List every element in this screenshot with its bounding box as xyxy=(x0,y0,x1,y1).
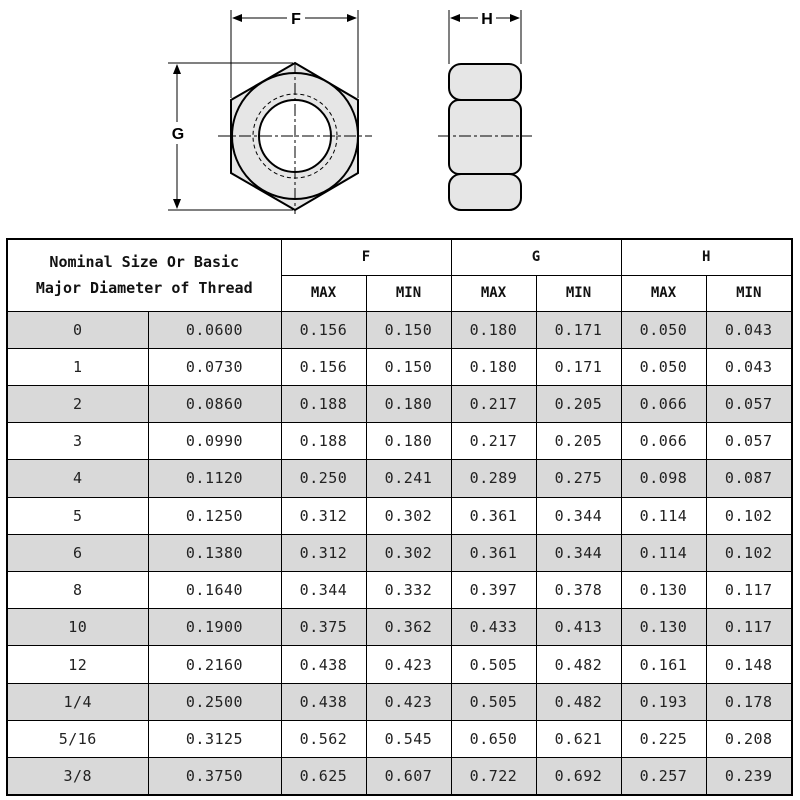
f-min-cell: 0.607 xyxy=(366,758,451,795)
nominal-header-line-1: Nominal Size Or Basic xyxy=(49,253,240,272)
f-max-cell: 0.344 xyxy=(281,572,366,609)
f-min-cell: 0.150 xyxy=(366,311,451,348)
h-max-cell: 0.257 xyxy=(621,758,706,795)
f-min-cell: 0.423 xyxy=(366,646,451,683)
h-max-cell: 0.098 xyxy=(621,460,706,497)
f-max-cell: 0.156 xyxy=(281,311,366,348)
nominal-size-cell: 3/8 xyxy=(7,758,148,795)
h-max-cell: 0.193 xyxy=(621,683,706,720)
h-min-cell: 0.117 xyxy=(706,572,792,609)
nut-side-middle-face xyxy=(449,100,521,174)
f-min-cell: 0.302 xyxy=(366,534,451,571)
h-min-cell: 0.117 xyxy=(706,609,792,646)
h-min-cell: 0.178 xyxy=(706,683,792,720)
nominal-size-cell: 5/16 xyxy=(7,720,148,757)
group-header-g: G xyxy=(451,239,621,275)
h-max-cell: 0.225 xyxy=(621,720,706,757)
g-max-cell: 0.397 xyxy=(451,572,536,609)
nominal-size-cell: 6 xyxy=(7,534,148,571)
h-max-cell: 0.130 xyxy=(621,609,706,646)
g-max-cell: 0.361 xyxy=(451,497,536,534)
g-min-cell: 0.171 xyxy=(536,311,621,348)
nominal-size-cell: 0 xyxy=(7,311,148,348)
f-min-cell: 0.332 xyxy=(366,572,451,609)
nominal-size-cell: 2 xyxy=(7,385,148,422)
basic-diameter-cell: 0.0990 xyxy=(148,423,281,460)
h-min-cell: 0.057 xyxy=(706,385,792,422)
h-max-cell: 0.066 xyxy=(621,423,706,460)
g-min-cell: 0.413 xyxy=(536,609,621,646)
table-row xyxy=(7,348,792,385)
g-max-cell: 0.361 xyxy=(451,534,536,571)
basic-diameter-cell: 0.1640 xyxy=(148,572,281,609)
h-min-cell: 0.148 xyxy=(706,646,792,683)
g-min-cell: 0.205 xyxy=(536,385,621,422)
table-row xyxy=(7,497,792,534)
f-min-cell: 0.362 xyxy=(366,609,451,646)
h-max-cell: 0.130 xyxy=(621,572,706,609)
nut-side-bottom-face xyxy=(449,174,521,210)
g-min-cell: 0.692 xyxy=(536,758,621,795)
f-min-cell: 0.423 xyxy=(366,683,451,720)
g-max-cell: 0.217 xyxy=(451,423,536,460)
g-min-cell: 0.378 xyxy=(536,572,621,609)
table-row xyxy=(7,609,792,646)
basic-diameter-cell: 0.1900 xyxy=(148,609,281,646)
nut-side-view xyxy=(438,10,532,210)
nominal-size-cell: 4 xyxy=(7,460,148,497)
g-max-cell: 0.180 xyxy=(451,348,536,385)
h-max-cell: 0.066 xyxy=(621,385,706,422)
group-header-f: F xyxy=(281,239,451,275)
f-max-header: MAX xyxy=(281,275,366,311)
basic-diameter-cell: 0.1380 xyxy=(148,534,281,571)
table-row xyxy=(7,646,792,683)
nominal-size-cell: 1 xyxy=(7,348,148,385)
nominal-size-cell: 12 xyxy=(7,646,148,683)
table-row xyxy=(7,758,792,795)
basic-diameter-cell: 0.1250 xyxy=(148,497,281,534)
h-min-cell: 0.043 xyxy=(706,311,792,348)
hex-nut-drawing xyxy=(0,0,800,235)
basic-diameter-cell: 0.2160 xyxy=(148,646,281,683)
f-min-cell: 0.241 xyxy=(366,460,451,497)
h-min-cell: 0.239 xyxy=(706,758,792,795)
h-min-cell: 0.087 xyxy=(706,460,792,497)
f-min-header: MIN xyxy=(366,275,451,311)
table-row xyxy=(7,720,792,757)
f-min-cell: 0.180 xyxy=(366,423,451,460)
f-max-cell: 0.188 xyxy=(281,385,366,422)
table-row xyxy=(7,460,792,497)
nominal-size-cell: 10 xyxy=(7,609,148,646)
f-max-cell: 0.375 xyxy=(281,609,366,646)
f-max-cell: 0.188 xyxy=(281,423,366,460)
g-max-cell: 0.722 xyxy=(451,758,536,795)
h-dimension-label: H xyxy=(481,11,493,28)
nominal-size-cell: 1/4 xyxy=(7,683,148,720)
h-min-cell: 0.102 xyxy=(706,534,792,571)
g-max-cell: 0.289 xyxy=(451,460,536,497)
f-min-cell: 0.180 xyxy=(366,385,451,422)
table-body xyxy=(7,311,792,795)
f-max-cell: 0.312 xyxy=(281,534,366,571)
basic-diameter-cell: 0.0730 xyxy=(148,348,281,385)
basic-diameter-cell: 0.0600 xyxy=(148,311,281,348)
f-max-cell: 0.312 xyxy=(281,497,366,534)
f-max-cell: 0.625 xyxy=(281,758,366,795)
table-row xyxy=(7,534,792,571)
basic-diameter-cell: 0.3125 xyxy=(148,720,281,757)
g-min-header: MIN xyxy=(536,275,621,311)
table-row xyxy=(7,423,792,460)
nut-dimension-table xyxy=(6,238,793,796)
nominal-size-header xyxy=(7,239,281,311)
h-max-cell: 0.114 xyxy=(621,534,706,571)
table-row xyxy=(7,683,792,720)
g-max-cell: 0.217 xyxy=(451,385,536,422)
h-max-cell: 0.050 xyxy=(621,311,706,348)
f-max-cell: 0.438 xyxy=(281,646,366,683)
h-max-cell: 0.114 xyxy=(621,497,706,534)
nominal-size-cell: 5 xyxy=(7,497,148,534)
f-max-cell: 0.438 xyxy=(281,683,366,720)
nominal-size-cell: 3 xyxy=(7,423,148,460)
g-max-cell: 0.433 xyxy=(451,609,536,646)
nominal-header-line-2: Major Diameter of Thread xyxy=(35,279,253,298)
basic-diameter-cell: 0.3750 xyxy=(148,758,281,795)
f-min-cell: 0.545 xyxy=(366,720,451,757)
h-min-cell: 0.208 xyxy=(706,720,792,757)
table-row xyxy=(7,572,792,609)
h-min-cell: 0.043 xyxy=(706,348,792,385)
nominal-size-cell: 8 xyxy=(7,572,148,609)
g-max-cell: 0.505 xyxy=(451,683,536,720)
g-min-cell: 0.482 xyxy=(536,646,621,683)
h-min-header: MIN xyxy=(706,275,792,311)
g-max-cell: 0.650 xyxy=(451,720,536,757)
h-min-cell: 0.057 xyxy=(706,423,792,460)
nut-front-view xyxy=(168,10,372,214)
h-min-cell: 0.102 xyxy=(706,497,792,534)
h-max-cell: 0.050 xyxy=(621,348,706,385)
f-min-cell: 0.150 xyxy=(366,348,451,385)
f-dimension-label: F xyxy=(291,11,301,28)
h-max-header: MAX xyxy=(621,275,706,311)
f-max-cell: 0.250 xyxy=(281,460,366,497)
table-row xyxy=(7,385,792,422)
g-max-cell: 0.180 xyxy=(451,311,536,348)
f-min-cell: 0.302 xyxy=(366,497,451,534)
g-min-cell: 0.171 xyxy=(536,348,621,385)
nut-side-top-face xyxy=(449,64,521,100)
g-min-cell: 0.344 xyxy=(536,534,621,571)
g-min-cell: 0.275 xyxy=(536,460,621,497)
basic-diameter-cell: 0.2500 xyxy=(148,683,281,720)
g-min-cell: 0.482 xyxy=(536,683,621,720)
h-max-cell: 0.161 xyxy=(621,646,706,683)
g-min-cell: 0.205 xyxy=(536,423,621,460)
g-max-cell: 0.505 xyxy=(451,646,536,683)
table-row xyxy=(7,311,792,348)
basic-diameter-cell: 0.0860 xyxy=(148,385,281,422)
g-dimension-label: G xyxy=(171,126,185,143)
f-max-cell: 0.156 xyxy=(281,348,366,385)
g-min-cell: 0.344 xyxy=(536,497,621,534)
g-max-header: MAX xyxy=(451,275,536,311)
g-min-cell: 0.621 xyxy=(536,720,621,757)
group-header-h: H xyxy=(621,239,792,275)
basic-diameter-cell: 0.1120 xyxy=(148,460,281,497)
f-max-cell: 0.562 xyxy=(281,720,366,757)
